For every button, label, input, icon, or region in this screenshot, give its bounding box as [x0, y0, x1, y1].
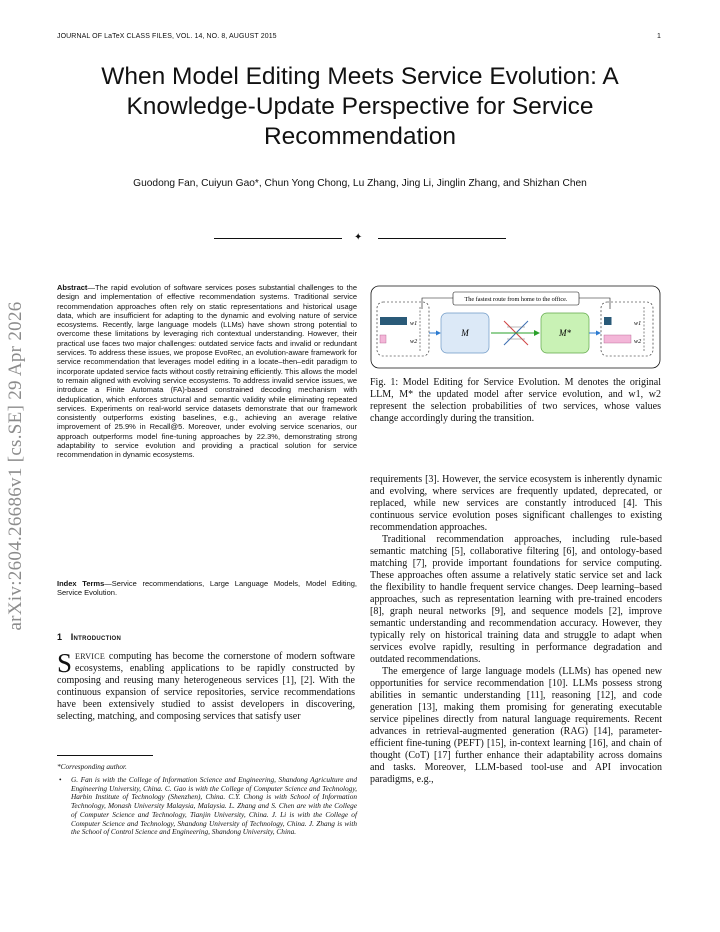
arxiv-identifier: arXiv:2604.26686v1 [cs.SE] 29 Apr 2026	[5, 301, 26, 631]
label-w1-after: w1	[634, 320, 642, 327]
paragraph-traditional: Traditional recommendation approaches, including rule-based semantic matching [5], collaborative filtering [6], and ontology-based matching [7], provide important foundations for service computing. These approaches often assume a relatively static service set and lack the flexibility to handle frequent service changes. Deep learning–based approaches, such as representation learning with pre-trained encoders [8], graph neural networks [9], and sequence models [2], improve semantic understanding and recommendation accuracy. However, they typically rely on historical training data and struggle to adapt when services evolve rapidly, resulting in performance degradation and outdated recommendations.	[370, 534, 662, 665]
index-terms-label: Index Terms	[57, 579, 105, 588]
abstract-label: Abstract	[57, 283, 88, 292]
bar-w1-before	[380, 317, 407, 325]
bar-w1-after	[604, 317, 612, 325]
arrowhead-m-to-mstar	[534, 330, 540, 336]
model-mstar-label: M*	[559, 328, 571, 338]
intro-text: computing has become the cornerstone of modern software ecosystems, enabling applications to be rapidly constructed by composing and reusing many heterogeneous services [1], [2]. With the continuous expansion of service repositories, service recommendations have been extensively studied to assist developers in discovering, selecting, matching, and composing services that satisfy user	[57, 651, 355, 722]
section-heading	[57, 632, 121, 642]
title-divider	[214, 232, 506, 244]
bar-w2-after	[604, 335, 631, 343]
arrowhead-into-m	[436, 331, 441, 336]
section-title: Introduction	[70, 632, 122, 642]
footnote-bullet: •	[59, 775, 62, 784]
abstract	[57, 283, 357, 460]
index-terms-text: —Service recommendations, Large Language Models, Model Editing, Service Evolution.	[57, 579, 357, 598]
query-text: The fastest route from home to the office.	[464, 296, 568, 303]
drop-cap: S	[57, 648, 73, 678]
paragraph-requirements: requirements [3]. However, the service ecosystem is inherently dynamic and evolving, where services are frequently updated, deprecated, or replaced, while new services are constantly introduced [4]. This continuous service evolution poses significant challenges to existing recommendation approaches.	[370, 474, 662, 533]
bar-w2-before	[380, 335, 386, 343]
section-number: 1	[57, 632, 63, 642]
abstract-text: —The rapid evolution of software services poses substantial challenges to the design and implementation of effective recommendation systems. Traditional service recommendation approaches often rely on static representations and historical usage data, which are insufficient for adapting to the dynamic and evolving nature of service ecosystems. Recently, large language models (LLMs) have shown strong potential to overcome these limitations by leveraging rich contextual understanding. However, their practical use faces two major challenges: outdated service facts and invalid or redundant services. To address these issues, we propose EvoRec, an evolution-aware framework for service recommendation that leverages model editing in a locate–then–edit paradigm to incorporate updated service facts without costly retraining efficiently. This allows the model to remain aligned with evolving service ecosystems. To address invalid service issues, we introduce a Finite Automata (FA)-based constrained decoding mechanism with deduplication, which enforces structural and semantic validity while eliminating repeated services. Experiments on real-world service datasets demonstrate that our framework consistently outperforms existing baselines, e.g., achieving an average relative improvement of 25.9% in Recall@5. Moreover, under evolving service scenarios, our approach outperforms model fine-tuning approaches by 22.3%, demonstrating strong adaptability to service evolution and providing a practical solution for service recommendation in dynamic ecosystems.	[57, 283, 357, 460]
intro-lead: ERVICE	[75, 652, 106, 661]
running-head: JOURNAL OF LaTeX CLASS FILES, VOL. 14, NO. 8, AUGUST 2015	[57, 33, 277, 40]
corresponding-footnote: *Corresponding author.	[57, 762, 127, 771]
label-w2-before: w2	[410, 338, 418, 345]
before-weights-box	[377, 302, 429, 356]
affiliation-text: G. Fan is with the College of Information Science and Engineering, Shandong Agriculture and Engineering University, China. C. Gao is with the College of Computer Science and Technology, Harbin Institute of Technology (Shenzhen), China. C.Y. Chong is with School of Information Technology, Monash University Malaysia, Malaysia. L. Zhang and S. Chen are with the College of Computer Science and Technology, Tianjin University, China. J. Li is with the College of Computer Science and Technology, Shandong University of Technology, China. J. Zhang is with the School of Control Science and Engineering, Shandong University, China.	[71, 775, 357, 837]
label-w1-before: w1	[410, 320, 418, 327]
intro-paragraph	[57, 648, 355, 723]
label-w2-after: w2	[634, 338, 642, 345]
divider-ornament: ✦	[354, 232, 363, 243]
after-weights-box	[601, 302, 653, 356]
paragraph-llms: The emergence of large language models (LLMs) has opened new opportunities for service recommendation [10]. LLMs possess strong abilities in semantic understanding [11], reasoning [12], and code generation [13], making them promising for generating executable service pipelines directly from natural language requirements. Recent advances in retrieval-augmented generation (RAG) [14], parameter-efficient fine-tuning (PEFT) [15], in-context learning [16], and chain of thought (CoT) [17] further enhance their adaptability across domains and tasks. Moreover, LLM-based tool-use and API invocation paradigms, e.g.,	[370, 666, 662, 785]
right-column-body	[370, 474, 662, 786]
figure-1	[370, 285, 661, 369]
arrowhead-out-of-mstar	[596, 331, 601, 336]
author-list: Guodong Fan, Cuiyun Gao*, Chun Yong Chong, Lu Zhang, Jing Li, Jinglin Zhang, and Shizhan Chen	[133, 178, 587, 189]
paper-title: When Model Editing Meets Service Evolution: A Knowledge-Update Perspective for Service Recommendation	[101, 63, 619, 150]
figure-caption: Fig. 1: Model Editing for Service Evolution. M denotes the original LLM, M* the updated model after service evolution, and w1, w2 represent the selection probabilities of two services, whose values change accordingly during the transition.	[370, 377, 661, 424]
affiliation-footnote	[57, 776, 357, 837]
page-number: 1	[657, 33, 661, 40]
query-link-right	[579, 298, 610, 309]
index-terms	[57, 579, 357, 598]
footnote-rule	[57, 755, 153, 756]
model-m-label: M	[461, 328, 469, 338]
